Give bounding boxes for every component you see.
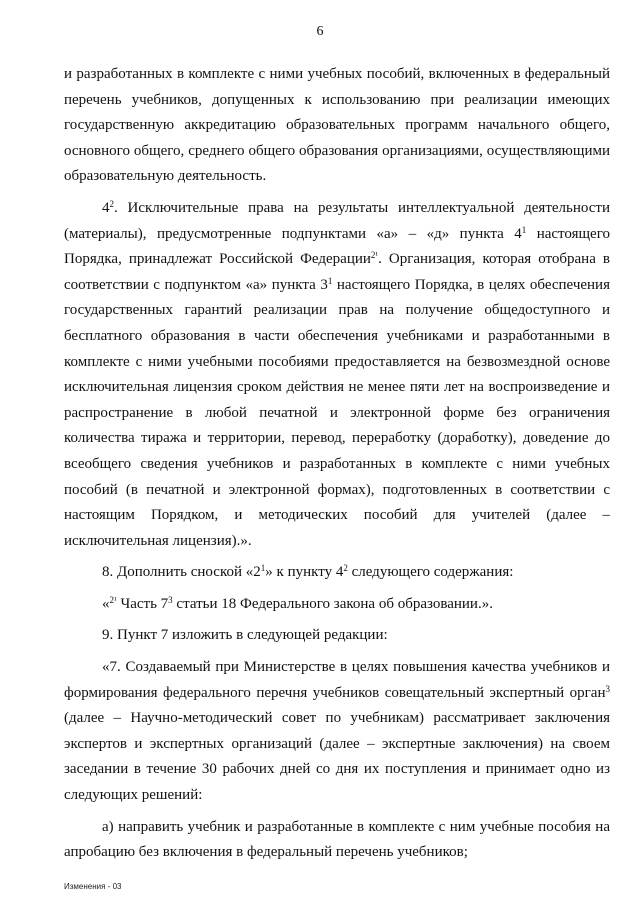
superscript: 2 — [343, 563, 348, 574]
paragraph-continuation: и разработанных в комплекте с ними учебных пособий, включенных в федеральный перечень учебников, допущенных к использованию при реализации имеющих государственную аккредитацию образовательных программ начального общего, основного общего, среднего общего образования организациями, осуществляющими образовательную деятельность. — [64, 66, 610, 185]
superscript: 2 — [109, 198, 114, 209]
text-run: » к пункту 4 — [265, 564, 344, 581]
text-run: настоящего Порядка, принадлежат Российской Федерации — [64, 225, 610, 268]
text-run: (далее – Научно-методический совет по учебникам) рассматривает заключения экспертов и экспертных организаций (далее – экспертные заключения) на своем заседании в течение 30 рабочих дней со дня их поступления и принимает одно из следующих решений: — [64, 710, 610, 804]
text-run: следующего содержания: — [347, 564, 514, 581]
footnote-ref: 2¹ — [370, 250, 379, 261]
text-run: . Исключительные права на результаты интеллектуальной деятельности (материалы), предусмотренные подпунктами «а» – «д» пункта 4 — [64, 199, 610, 242]
paragraph-number: 4 — [102, 199, 110, 216]
paragraph-a: а) направить учебник и разработанные в комплекте с ним учебные пособия на апробацию без включения в федеральный перечень учебников; — [64, 818, 610, 861]
text-run: 8. Дополнить сноской «2 — [102, 564, 261, 581]
footnote-ref: 2¹ — [109, 594, 117, 605]
paragraph-4-2 — [64, 196, 610, 554]
footer-label: Изменения - 03 — [64, 882, 122, 891]
footnote-ref: 3 — [605, 683, 610, 694]
superscript: 1 — [260, 563, 266, 574]
text-run: настоящего Порядка, в целях обеспечения государственных гарантий реализации прав на получение общедоступного и бесплатного образования в части обеспечения учебниками и разработанными в комплекте с ними учебными пособиями предоставляется на безвозмездной основе исключительная лицензия сроком действия не менее пяти лет на воспроизведение и распространение в любой печатной и электронной форме без ограничения количества тиража и территории, перевод, переработку (доработку), доведение до всеобщего сведения учебников и разработанных в комплекте с ними учебных пособий (в печатной и электронной формах), подготовленных в соответствии с настоящим Порядком, и методических пособий для учителей (далее – исключительная лицензия).». — [64, 276, 610, 549]
text-run: Часть 7 — [116, 595, 169, 612]
text-run: . Организация, которая отобрана в соответствии с подпунктом «а» пункта 3 — [64, 251, 610, 293]
document-body — [64, 62, 610, 866]
paragraph-8 — [64, 560, 610, 586]
text-run: « — [102, 595, 110, 612]
text-run: «7. Создаваемый при Министерстве в целях повышения качества учебников и формирования федерального перечня учебников совещательный экспертный орган — [64, 659, 610, 701]
paragraph-7 — [64, 655, 610, 809]
text-run: статьи 18 Федерального закона об образовании.». — [172, 595, 493, 612]
superscript: 1 — [521, 224, 527, 235]
superscript: 1 — [327, 275, 333, 286]
page-number: 6 — [316, 24, 324, 39]
paragraph-9: 9. Пункт 7 изложить в следующей редакции: — [102, 627, 388, 644]
superscript: 3 — [168, 594, 173, 605]
paragraph-footnote-text — [64, 592, 610, 618]
